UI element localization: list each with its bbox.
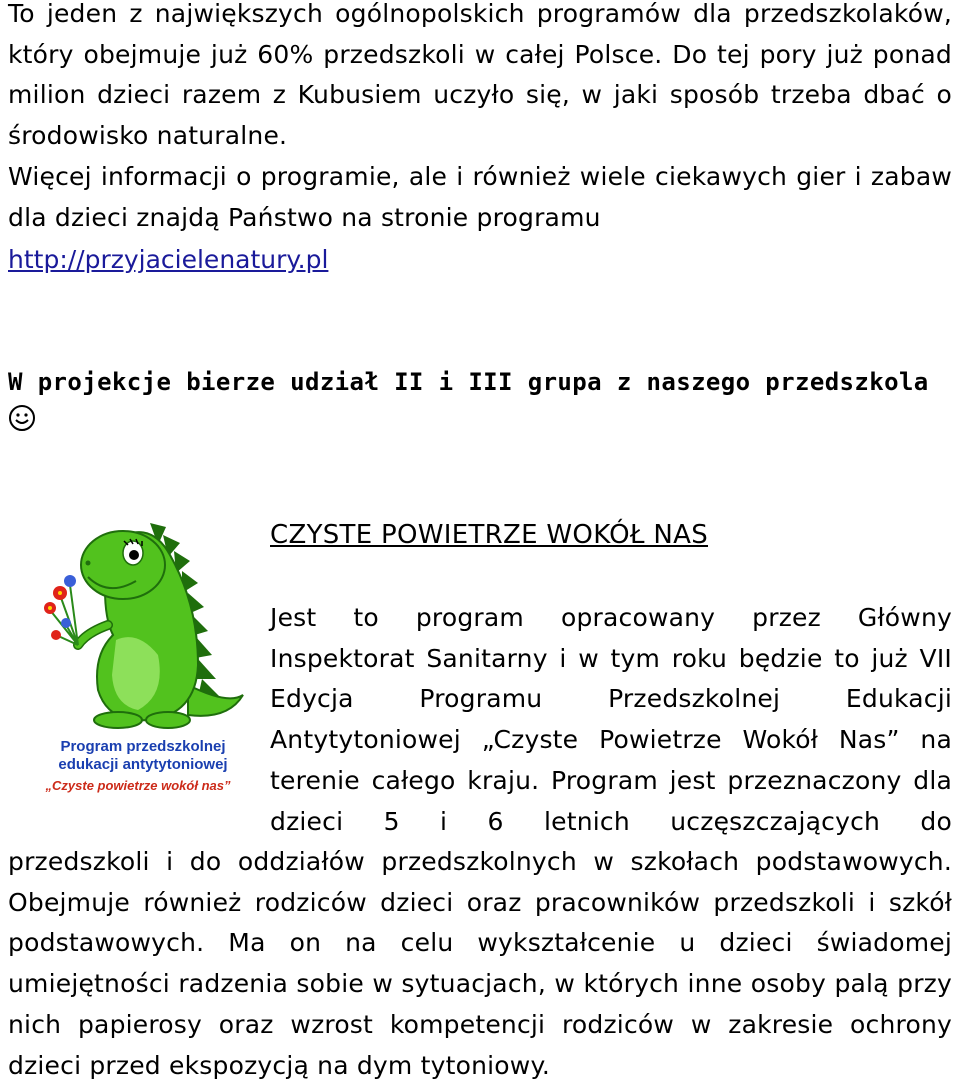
logo-line-1: Program przedszkolnej [60, 738, 226, 755]
logo-line-3: „Czyste powietrze wokół nas” [45, 778, 231, 793]
intro-text: To jeden z największych ogólnopolskich programów dla przedszkolaków, który obejmuje już 60% przedszkoli w całej Polsce. Do tej pory już ponad milion dzieci razem z Kubusiem uczyło się, w jaki sposób trzeba dbać o środowisko naturalne. [8, 0, 952, 151]
flower-bouquet [44, 575, 78, 645]
participation-heading: W projekcje bierze udział II i III grupa z naszego przedszkola [8, 368, 929, 396]
smiley-face-icon [8, 404, 36, 432]
program-description-indented: Jest to program opracowany przez Główny Inspektorat Sanitarny i w tym roku będzie to już VII Edycja Programu Przedszkolnej Edukacji Antytytoniowej „Czyste Powietrze Wokół Nas” na terenie całego kraju. Program jest przeznaczony dla dzieci 5 i 6 letnich uczęszczających do [270, 603, 952, 836]
intro-paragraph [8, 0, 952, 238]
more-info-text: Więcej informacji o programie, ale i również wiele ciekawych gier i zabaw dla dzieci znajdą Państwo na stronie programu [8, 161, 952, 232]
link-line [8, 240, 328, 280]
program-website-link[interactable]: http://przyjacielenatury.pl [8, 245, 329, 274]
program-title: CZYSTE POWIETRZE WOKÓŁ NAS [270, 520, 709, 550]
logo-line-2: edukacji antytytoniowej [58, 756, 228, 773]
program-description-continued: przedszkoli i do oddziałów przedszkolnych w szkołach podstawowych. Obejmuje również rodziców dzieci oraz pracowników przedszkoli i szkół podstawowych. Ma on na celu wykształcenie u dzieci świadomej umiejętności radzenia sobie w sytuacjach, w których inne osoby palą przy nich papierosy oraz wzrost kompetencji rodziców w zakresie ochrony dzieci przed ekspozycją na dym tytoniowy. [8, 847, 952, 1080]
program-logo [38, 515, 248, 800]
green-dragon-mascot [78, 523, 243, 728]
